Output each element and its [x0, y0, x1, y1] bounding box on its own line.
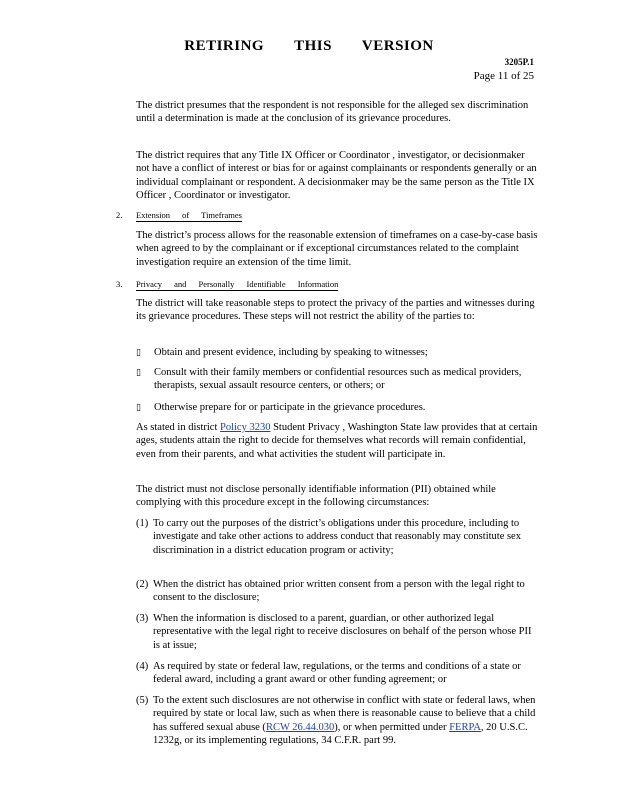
item-text	[153, 694, 540, 748]
item-text: When the information is disclosed to a parent, guardian, or other authorized legal representative with the legal right to receive disclosures on behalf of the person whose PII is at issue;	[153, 613, 532, 651]
conflict-of-interest-paragraph: The district requires that any Title IX Officer or Coordinator , investigator, or decisionmaker not have a conflict of interest or bias for or against complainants or respondents generally or an individual complainant or respondent. A decisionmaker may be the same person as the Title IX Officer , Coordinator or investigator.	[136, 150, 537, 202]
item-text: To carry out the purposes of the district’s obligations under this procedure, including to investigate and take other actions to address conduct that reasonably may constitute sex discrimination in a district education program or activity;	[153, 518, 521, 556]
presumption-paragraph: The district presumes that the respondent is not responsible for the alleged sex discrimination until a determination is made at the conclusion of its grievance procedures.	[136, 100, 529, 125]
text-run: ), or when permitted under	[334, 721, 450, 733]
section-title: Extension of Timeframes	[136, 210, 242, 220]
student-privacy-paragraph	[136, 421, 540, 461]
bullet-item	[136, 346, 540, 359]
item-text: As required by state or federal law, regulations, or the terms and conditions of a state or federal award, including a grant award or other funding agreement; or	[153, 661, 521, 686]
section-number: 2.	[116, 210, 123, 220]
exception-item	[136, 578, 540, 605]
item-text: When the district has obtained prior written consent from a person with the legal right to consent to the disclosure;	[153, 579, 525, 604]
policy-3230-link[interactable]: Policy 3230	[220, 422, 271, 433]
ferpa-link[interactable]: FERPA	[449, 721, 481, 733]
bullet-text: Consult with their family members or confidential resources such as medical providers, therapists, sexual assault resource centers, or others; or	[154, 367, 522, 392]
item-number: (5)	[136, 695, 149, 706]
bullet-item	[136, 366, 540, 393]
section-title: Privacy and Personally Identifiable Information	[136, 279, 339, 289]
bullet-text: Otherwise prepare for or participate in the grievance procedures.	[154, 402, 426, 413]
bullet-text: Obtain and present evidence, including by speaking to witnesses;	[154, 347, 428, 358]
section-number: 3.	[116, 279, 123, 289]
privacy-steps-paragraph: The district will take reasonable steps to protect the privacy of the parties and witnesses during its grievance procedures. These steps will not restrict the ability of the parties to:	[136, 298, 535, 323]
pii-disclosure-paragraph: The district must not disclose personally identifiable information (PII) obtained while complying with this procedure except in the following circumstances:	[136, 484, 496, 509]
item-number: (1)	[136, 518, 149, 529]
exception-item	[136, 694, 540, 748]
bullet-item	[136, 401, 540, 414]
exception-item	[136, 660, 540, 687]
extension-paragraph: The district’s process allows for the reasonable extension of timeframes on a case-by-case basis when agreed to by the complainant or if exceptional circumstances related to the complaint investigation require an extension of the time limit.	[136, 230, 538, 268]
text-run: , 20 U.S.C. 1232g, or its implementing regulations, 34 C.F.R. part 99.	[153, 721, 528, 747]
exception-item	[136, 612, 540, 652]
rcw-26-44-030-link[interactable]: RCW 26.44.030	[265, 721, 335, 733]
bullet-marker: ▯	[136, 347, 141, 357]
page-number: Page 11 of 25	[473, 70, 534, 82]
procedure-code: 3205P.1	[504, 57, 534, 67]
exception-item	[136, 517, 540, 557]
item-number: (2)	[136, 579, 149, 590]
bullet-marker: ▯	[136, 402, 141, 412]
retiring-banner: RETIRING THIS VERSION	[184, 38, 434, 54]
item-number: (4)	[136, 661, 149, 672]
text-run: As stated in district	[136, 422, 220, 433]
item-number: (3)	[136, 613, 149, 624]
text-run: Student Privacy , Washington State law provides that at certain ages, students attain the right to decide for themselves what records will remain confidential, even from their parents, and what activities the student will participate in.	[136, 422, 538, 460]
bullet-marker: ▯	[136, 367, 141, 377]
text-run: To the extent such disclosures are not otherwise in conflict with state or federal laws, when required by state or local law, such as when there is reasonable cause to believe that a child has suffered sexual abuse (	[153, 695, 536, 733]
